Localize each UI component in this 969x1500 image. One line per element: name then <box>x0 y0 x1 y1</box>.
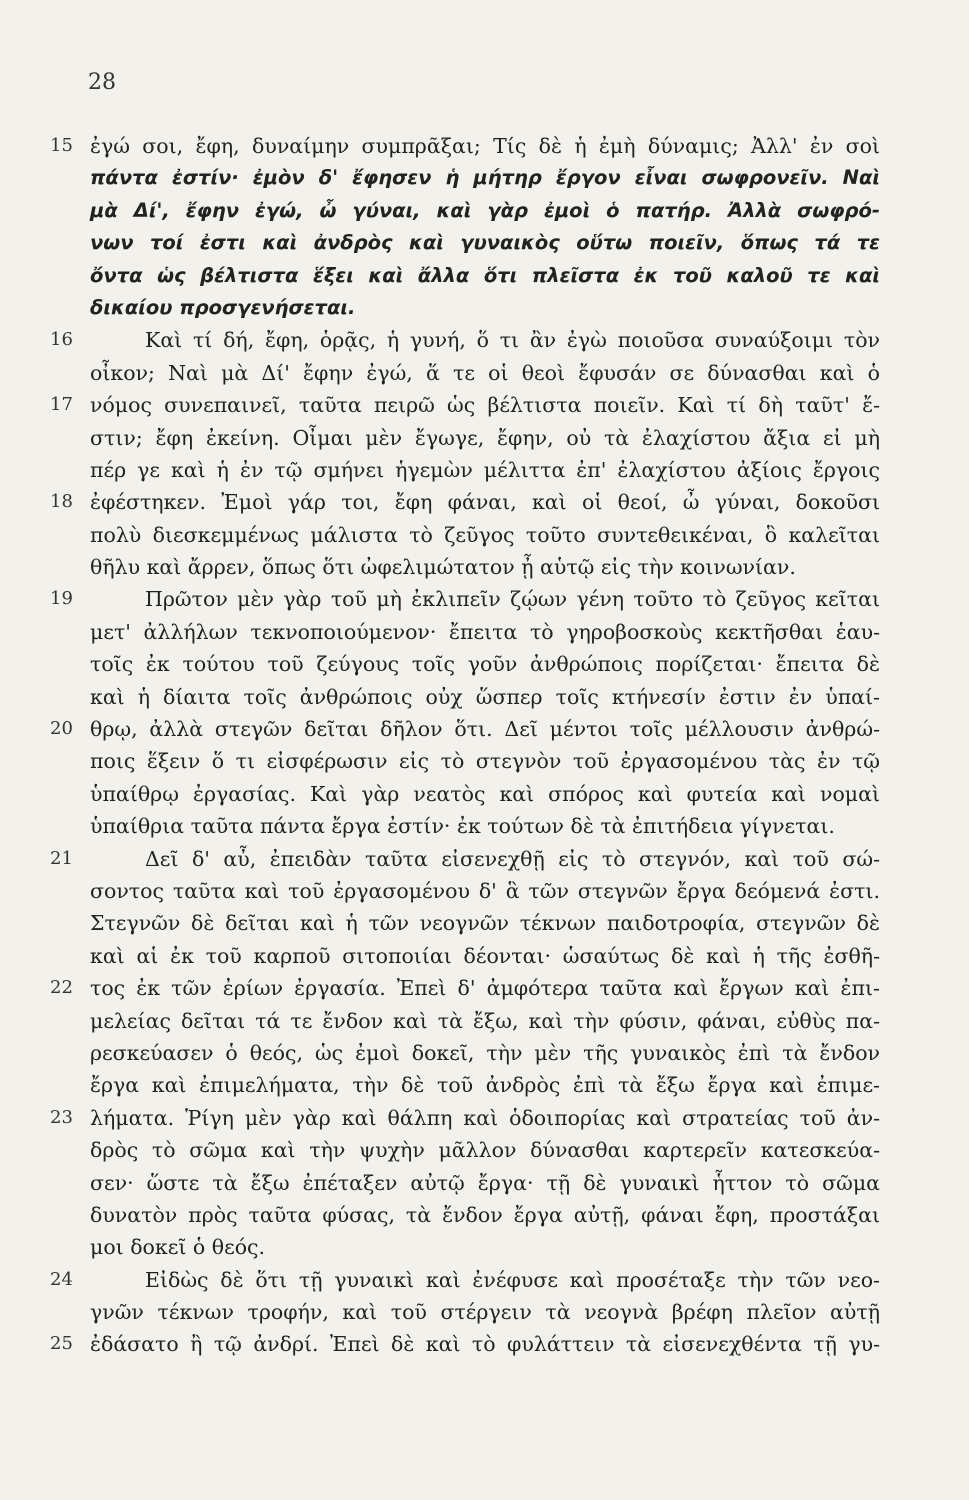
line-text: καὶ αἱ ἐκ τοῦ καρποῦ σιτοποιίαι δέονται· ὡσαύτως δὲ καὶ ἡ τῆς ἐσθῆ- <box>90 943 880 968</box>
line-text: λήματα. Ῥίγη μὲν γὰρ καὶ θάλπη καὶ ὁδοιπορίας καὶ στρατείας τοῦ ἀν- <box>90 1105 880 1130</box>
line-text: Στεγνῶν δὲ δεῖται καὶ ἡ τῶν νεογνῶν τέκνων παιδοτροφία, στεγνῶν δὲ <box>90 911 880 936</box>
line-section-number: 20 <box>50 718 73 740</box>
line-text: καὶ ἡ δίαιτα τοῖς ἀνθρώποις οὐχ ὥσπερ τοῖς κτήνεσίν ἐστιν ἐν ὑπαί- <box>90 684 880 709</box>
line-text: μελείας δεῖται τά τε ἔνδον καὶ τὰ ἔξω, καὶ τὴν φύσιν, φάναι, εὐθὺς πα- <box>90 1008 880 1033</box>
line-section-number: 25 <box>50 1333 73 1355</box>
text-line <box>0 940 969 972</box>
line-text: μετ' ἀλλήλων τεκνοποιούμενον· ἔπειτα τὸ γηροβοσκοὺς κεκτῆσθαι ἑαυ- <box>90 619 880 644</box>
text-line <box>0 681 969 713</box>
text-line <box>0 357 969 389</box>
line-text: ἐφέστηκεν. Ἐμοὶ γάρ τοι, ἔφη φάναι, καὶ οἱ θεοί, ὦ γύναι, δοκοῦσι <box>90 490 880 515</box>
text-line <box>0 810 969 842</box>
line-text: στιν; ἔφη ἐκείνη. Οἶμαι μὲν ἔγωγε, ἔφην, οὐ τὰ ἐλαχίστου ἄξια εἰ μὴ <box>90 425 880 450</box>
line-text: μοι δοκεῖ ὁ θεός. <box>90 1235 266 1260</box>
line-text: μὰ Δί', ἔφην ἐγώ, ὦ γύναι, καὶ γὰρ ἐμοὶ ὁ πατήρ. Ἀλλὰ σωφρό- <box>90 198 880 222</box>
line-text: Καὶ τί δή, ἔφη, ὁρᾷς, ἡ γυνή, ὅ τι ἂν ἐγὼ ποιοῦσα συναύξοιμι τὸν <box>145 328 880 353</box>
line-text: δικαίου προσγενήσεται. <box>90 295 356 319</box>
line-text: Πρῶτον μὲν γὰρ τοῦ μὴ ἐκλιπεῖν ζῴων γένη τοῦτο τὸ ζεῦγος κεῖται <box>145 587 880 612</box>
line-text: θῆλυ καὶ ἄρρεν, ὅπως ὅτι ὠφελιμώτατον ᾖ αὑτῷ εἰς τὴν κοινωνίαν. <box>90 555 796 580</box>
line-text: γνῶν τέκνων τροφήν, καὶ τοῦ στέργειν τὰ νεογνὰ βρέφη πλεῖον αὐτῇ <box>90 1300 880 1325</box>
text-line <box>0 907 969 939</box>
text-line <box>0 648 969 680</box>
line-text: Εἰδὼς δὲ ὅτι τῇ γυναικὶ καὶ ἐνέφυσε καὶ προσέταξε τὴν τῶν νεο- <box>145 1267 880 1292</box>
text-line <box>0 324 969 356</box>
line-text: δρὸς τὸ σῶμα καὶ τὴν ψυχὴν μᾶλλον δύνασθαι καρτερεῖν κατεσκεύα- <box>90 1138 880 1163</box>
line-text: σεν· ὥστε τὰ ἔξω ἐπέταξεν αὐτῷ ἔργα· τῇ δὲ γυναικὶ ἧττον τὸ σῶμα <box>90 1170 880 1195</box>
text-line <box>0 1231 969 1263</box>
line-text: πολὺ διεσκεμμένως μάλιστα τὸ ζεῦγος τοῦτο συντεθεικέναι, ὃ καλεῖται <box>90 522 880 547</box>
text-line <box>0 551 969 583</box>
text-line <box>0 1037 969 1069</box>
line-text: τοῖς ἐκ τούτου τοῦ ζεύγους τοῖς γοῦν ἀνθρώποις πορίζεται· ἔπειτα δὲ <box>90 652 880 677</box>
text-line <box>0 1296 969 1328</box>
text-line <box>0 389 969 421</box>
line-section-number: 23 <box>50 1106 73 1128</box>
line-section-number: 22 <box>50 977 73 999</box>
text-line <box>0 422 969 454</box>
page-number: 28 <box>88 70 116 95</box>
text-line <box>0 1167 969 1199</box>
text-line <box>0 195 969 227</box>
text-line <box>0 1005 969 1037</box>
text-line <box>0 843 969 875</box>
text-line <box>0 519 969 551</box>
line-text: ἐδάσατο ἢ τῷ ἀνδρί. Ἐπεὶ δὲ καὶ τὸ φυλάττειν τὰ εἰσενεχθέντα τῇ γυ- <box>90 1332 880 1357</box>
line-section-number: 17 <box>50 394 73 416</box>
line-section-number: 15 <box>50 135 73 156</box>
text-line <box>0 486 969 518</box>
line-text: ρεσκεύασεν ὁ θεός, ὡς ἐμοὶ δοκεῖ, τὴν μὲν τῆς γυναικὸς ἐπὶ τὰ ἔνδον <box>90 1040 880 1065</box>
text-line <box>0 1134 969 1166</box>
text-line <box>0 292 969 324</box>
text-line <box>0 583 969 615</box>
text-line <box>0 713 969 745</box>
line-section-number: 19 <box>50 588 73 610</box>
line-section-number: 18 <box>50 491 73 513</box>
line-text: πάντα ἐστίν· ἐμὸν δ' ἔφησεν ἡ μήτηρ ἔργον εἶναι σωφρονεῖν. Ναὶ <box>90 166 880 190</box>
text-line <box>0 227 969 259</box>
line-text: ὑπαίθρια ταῦτα πάντα ἔργα ἐστίν· ἐκ τούτων δὲ τὰ ἐπιτήδεια γίγνεται. <box>90 814 835 839</box>
line-text: νων τοί ἐστι καὶ ἀνδρὸς καὶ γυναικὸς οὕτω ποιεῖν, ὅπως τά τε <box>90 231 880 255</box>
text-line <box>0 260 969 292</box>
text-line <box>0 162 969 194</box>
greek-text-body <box>0 130 969 1361</box>
line-text: σοντος ταῦτα καὶ τοῦ ἐργασομένου δ' ἃ τῶν στεγνῶν ἔργα δεόμενά ἐστι. <box>90 878 880 903</box>
text-line <box>0 454 969 486</box>
line-text: ὑπαίθρῳ ἐργασίας. Καὶ γὰρ νεατὸς καὶ σπόρος καὶ φυτεία καὶ νομαὶ <box>90 781 880 806</box>
text-line <box>0 745 969 777</box>
line-text: ἔργα καὶ ἐπιμελήματα, τὴν δὲ τοῦ ἀνδρὸς ἐπὶ τὰ ἔξω ἔργα καὶ ἐπιμε- <box>90 1073 880 1098</box>
text-line <box>0 1102 969 1134</box>
text-line <box>0 1328 969 1360</box>
line-text: τος ἐκ τῶν ἐρίων ἐργασία. Ἐπεὶ δ' ἀμφότερα ταῦτα καὶ ἔργων καὶ ἐπι- <box>90 976 880 1001</box>
line-text: οἶκον; Ναὶ μὰ Δί' ἔφην ἐγώ, ἅ τε οἱ θεοὶ ἔφυσάν σε δύνασθαι καὶ ὁ <box>90 360 880 385</box>
line-text: πέρ γε καὶ ἡ ἐν τῷ σμήνει ἡγεμὼν μέλιττα ἐπ' ἐλαχίστου ἀξίοις ἔργοις <box>90 457 880 482</box>
text-line <box>0 616 969 648</box>
line-text: Δεῖ δ' αὖ, ἐπειδὰν ταῦτα εἰσενεχθῇ εἰς τὸ στεγνόν, καὶ τοῦ σώ- <box>145 846 880 871</box>
line-text: ὄντα ὡς βέλτιστα ἕξει καὶ ἄλλα ὅτι πλεῖστα ἐκ τοῦ καλοῦ τε καὶ <box>90 263 880 287</box>
line-text: δυνατὸν πρὸς ταῦτα φύσας, τὰ ἔνδον ἔργα αὐτῇ, φάναι ἔφη, προστάξαι <box>90 1202 880 1227</box>
line-section-number: 24 <box>50 1268 73 1290</box>
text-line <box>0 1199 969 1231</box>
text-line <box>0 1069 969 1101</box>
text-line <box>0 778 969 810</box>
line-text: θρῳ, ἀλλὰ στεγῶν δεῖται δῆλον ὅτι. Δεῖ μέντοι τοῖς μέλλουσιν ἀνθρώ- <box>90 717 880 742</box>
text-line <box>0 875 969 907</box>
text-line <box>0 972 969 1004</box>
line-section-number: 16 <box>50 329 73 351</box>
line-text: ποις ἕξειν ὅ τι εἰσφέρωσιν εἰς τὸ στεγνὸν τοῦ ἐργασομένου τὰς ἐν τῷ <box>90 749 880 774</box>
line-section-number: 21 <box>50 847 73 869</box>
line-text: ἐγώ σοι, ἔφη, δυναίμην συμπρᾶξαι; Τίς δὲ ἡ ἐμὴ δύναμις; Ἀλλ' ἐν σοὶ <box>90 134 880 158</box>
line-text: νόμος συνεπαινεῖ, ταῦτα πειρῶ ὡς βέλτιστα ποιεῖν. Καὶ τί δὴ ταῦτ' ἔ- <box>90 393 880 418</box>
text-line <box>0 1264 969 1296</box>
text-line <box>0 130 969 162</box>
